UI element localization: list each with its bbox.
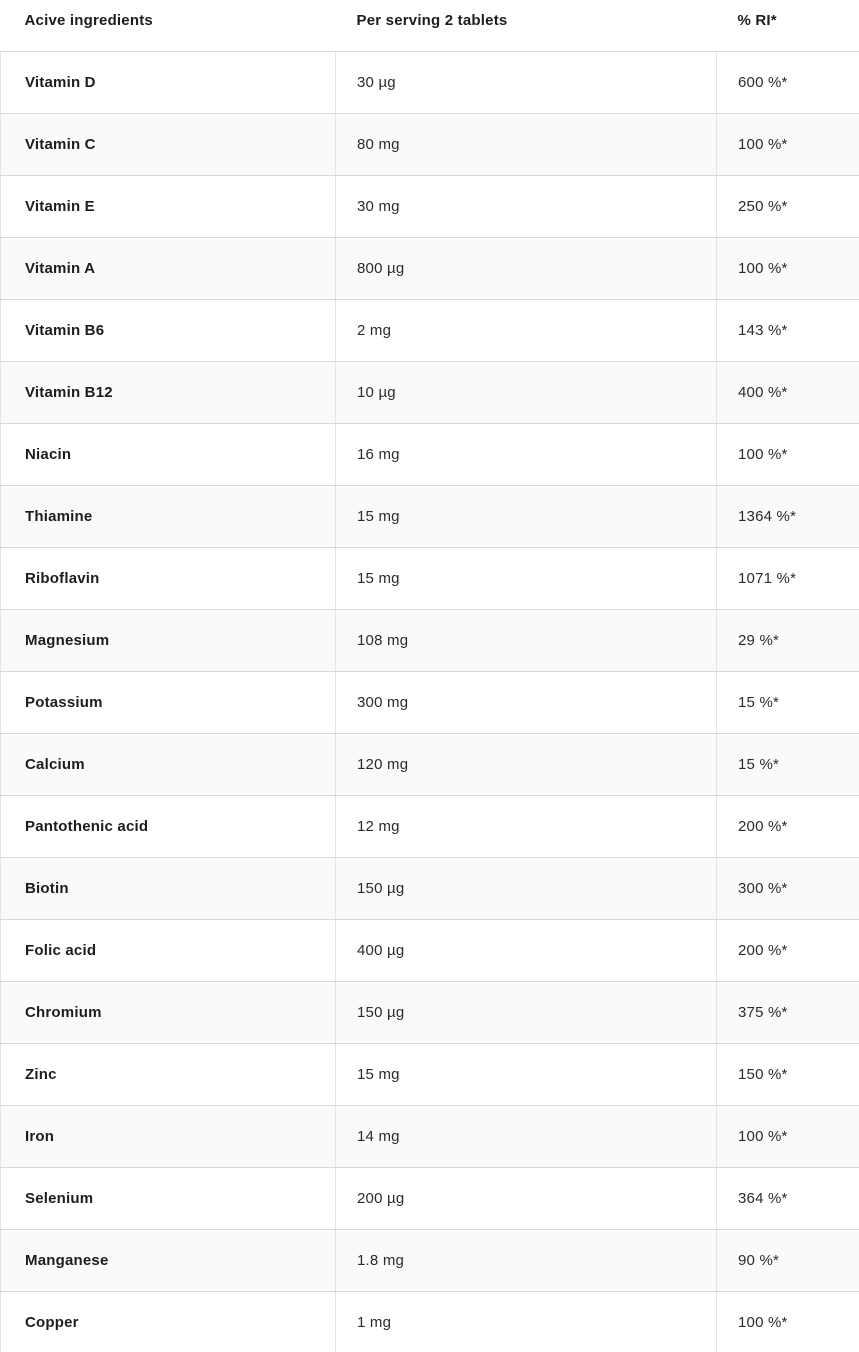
ingredient-name: Iron (1, 1105, 336, 1167)
table-row (1, 237, 859, 299)
per-serving-value: 108 mg (336, 609, 717, 671)
table-row (1, 51, 859, 113)
ingredient-name: Manganese (1, 1229, 336, 1291)
table-row (1, 671, 859, 733)
per-serving-value: 400 µg (336, 919, 717, 981)
ri-value: 90 %* (717, 1229, 859, 1291)
per-serving-value: 1.8 mg (336, 1229, 717, 1291)
ri-value: 364 %* (717, 1167, 859, 1229)
table-row (1, 361, 859, 423)
table-row (1, 1167, 859, 1229)
ingredient-name: Vitamin A (1, 237, 336, 299)
per-serving-value: 30 µg (336, 51, 717, 113)
per-serving-value: 150 µg (336, 857, 717, 919)
table-row (1, 857, 859, 919)
header-per-serving: Per serving 2 tablets (356, 12, 508, 29)
table-row (1, 423, 859, 485)
ingredient-name: Calcium (1, 733, 336, 795)
header-ingredient: Acive ingredients (24, 12, 153, 29)
ingredient-name: Pantothenic acid (1, 795, 336, 857)
ri-value: 300 %* (717, 857, 859, 919)
ri-value: 200 %* (717, 919, 859, 981)
per-serving-value: 1 mg (336, 1291, 717, 1352)
table-row (1, 547, 859, 609)
ingredient-name: Chromium (1, 981, 336, 1043)
ingredient-name: Riboflavin (1, 547, 336, 609)
table-row (1, 175, 859, 237)
per-serving-value: 10 µg (336, 361, 717, 423)
per-serving-value: 30 mg (336, 175, 717, 237)
ingredient-name: Selenium (1, 1167, 336, 1229)
ingredient-name: Vitamin B12 (1, 361, 336, 423)
ingredient-name: Folic acid (1, 919, 336, 981)
ri-value: 150 %* (717, 1043, 859, 1105)
ri-value: 400 %* (717, 361, 859, 423)
per-serving-value: 16 mg (336, 423, 717, 485)
table-row (1, 1229, 859, 1291)
ingredient-name: Potassium (1, 671, 336, 733)
per-serving-value: 200 µg (336, 1167, 717, 1229)
ingredient-name: Magnesium (1, 609, 336, 671)
per-serving-value: 15 mg (336, 547, 717, 609)
ingredient-name: Niacin (1, 423, 336, 485)
table-row (1, 919, 859, 981)
ri-value: 100 %* (717, 237, 859, 299)
ingredient-name: Vitamin E (1, 175, 336, 237)
ri-value: 250 %* (717, 175, 859, 237)
ri-value: 15 %* (717, 671, 859, 733)
table-row (1, 609, 859, 671)
per-serving-value: 15 mg (336, 1043, 717, 1105)
ri-value: 143 %* (717, 299, 859, 361)
ri-value: 100 %* (717, 1105, 859, 1167)
per-serving-value: 120 mg (336, 733, 717, 795)
ingredient-name: Copper (1, 1291, 336, 1352)
ingredient-name: Biotin (1, 857, 336, 919)
table-body (1, 51, 859, 1352)
ingredient-name: Vitamin B6 (1, 299, 336, 361)
table-row (1, 981, 859, 1043)
ri-value: 100 %* (717, 1291, 859, 1352)
ri-value: 100 %* (717, 113, 859, 175)
ri-value: 200 %* (717, 795, 859, 857)
per-serving-value: 150 µg (336, 981, 717, 1043)
ri-value: 600 %* (717, 51, 859, 113)
ingredient-name: Thiamine (1, 485, 336, 547)
per-serving-value: 2 mg (336, 299, 717, 361)
table-row (1, 1043, 859, 1105)
ri-value: 375 %* (717, 981, 859, 1043)
table-row (1, 299, 859, 361)
per-serving-value: 300 mg (336, 671, 717, 733)
ingredient-name: Zinc (1, 1043, 336, 1105)
per-serving-value: 800 µg (336, 237, 717, 299)
ri-value: 100 %* (717, 423, 859, 485)
ingredient-name: Vitamin D (1, 51, 336, 113)
table-header (1, 0, 859, 51)
ri-value: 1364 %* (717, 485, 859, 547)
per-serving-value: 14 mg (336, 1105, 717, 1167)
per-serving-value: 12 mg (336, 795, 717, 857)
table-row (1, 795, 859, 857)
per-serving-value: 80 mg (336, 113, 717, 175)
ri-value: 15 %* (717, 733, 859, 795)
header-ri: % RI* (737, 12, 777, 29)
table-row (1, 113, 859, 175)
table-row (1, 1291, 859, 1352)
ingredient-name: Vitamin C (1, 113, 336, 175)
ri-value: 1071 %* (717, 547, 859, 609)
ri-value: 29 %* (717, 609, 859, 671)
table-row (1, 1105, 859, 1167)
header-row (1, 0, 859, 51)
table-row (1, 733, 859, 795)
per-serving-value: 15 mg (336, 485, 717, 547)
table-row (1, 485, 859, 547)
